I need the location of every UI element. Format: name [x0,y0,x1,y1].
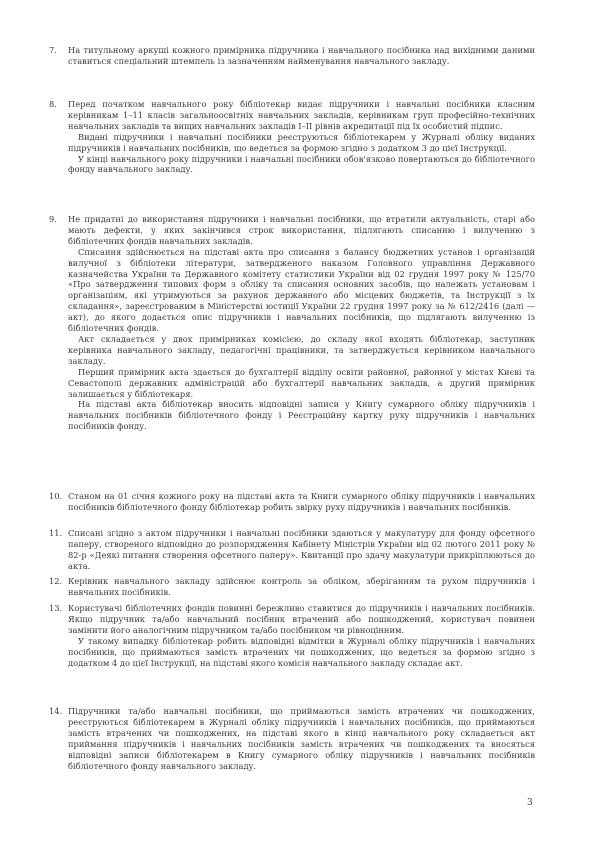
paragraph: Акт складається у двох примірниках комісією, до складу якої входять бібліотекар, заступник керівника навчального закладу, педагогічні працівники, та затверджується керівником навчального закладу. [68,333,535,366]
paragraph: Керівник навчального закладу здійснює контроль за обліком, зберіганням та рухом підручників і навчальних посібників. [68,576,535,597]
item-number: 14. [49,706,63,716]
paragraph: Не придатні до використання підручники і навчальні посібники, що втратили актуальність, старі або мають дефекти, у яких закінчився строк використання, підлягають списанню і вилученню з бібліотечних фондів навчальних закладів. [68,214,535,246]
paragraph: Підручники та/або навчальні посібники, що приймаються замість втрачених чи пошкоджених, реєструються бібліотекарем в Журналі обліку підручників і навчальних посібників, що приймаються замість втрачених чи пошкоджених, на підставі якого в кінці навчального року складається акт приймання підручників і навчальних посібників замість втрачених чи пошкоджених та вносяться відповідні записи бібліотекарем в Книгу сумарного обліку підручників і навчальних посібників бібліотечного фонду навчального закладу. [68,706,535,771]
item-number: 12. [49,576,63,586]
item-number: 8. [49,99,57,109]
paragraph: Списання здійснюється на підставі акта про списання з балансу бюджетних установ і організацій вилучної з бібліотеки літератури, затвердженого наказом Головного управління Державного казначейства України та Державного комітету статистики України від 02 грудня 1997 року № 125/70 «Про затвердження типових форм з обліку та списання основних засобів, що належать установам і організаціям, які утримуються за рахунок державного або місцевих бюджетів, та Інструкції з їх складання», зареєстрованим в Міністерстві юстиції України 22 грудня 1997 року за № 612/2416 (далі — акт), до якого додається опис підручників і навчальних посібників, що підлягають вилученню із бібліотечних фондів. [68,246,535,334]
list-item-13 [49,603,535,668]
paragraph: Перший примірник акта здається до бухгалтерії відділу освіти районної, районної у містах Києві та Севастополі державних адміністрацій або бухгалтерії навчальних закладів, а другий примірник залишається у бібліотекаря. [68,366,535,399]
item-number: 13. [49,603,63,613]
paragraph: На титульному аркуші кожного примірника підручника і навчального посібника над вихідними даними ставиться спеціальний штемпель із зазначенням найменування навчального закладу. [68,45,535,66]
item-number: 9. [49,214,57,224]
paragraph: Користувачі бібліотечних фондів повинні бережливо ставитися до підручників і навчальних посібників. Якщо підручник та/або навчальний посібник втрачений або пошкоджений, користувач повинен замінити його аналогічним підручником та/або посібником чи рівноцінним. [68,603,535,635]
list-item-14 [49,706,535,771]
list-item-10 [49,491,535,513]
paragraph: Станом на 01 січня кожного року на підставі акта та Книги сумарного обліку підручників і навчальних посібників бібліотечного фонду бібліотекар робить звірку руху підручників і навчальних посібників. [68,491,535,512]
list-item-9 [49,214,535,432]
item-number: 10. [49,491,63,501]
list-item-11 [49,528,535,572]
page-number: 3 [527,798,533,808]
list-item-8 [49,99,535,175]
item-number: 11. [49,528,63,538]
paragraph: У кінці навчального року підручники і навчальні посібники обов'язково повертаються до бібліотечного фонду навчального закладу. [68,153,535,175]
paragraph: У такому випадку бібліотекар робить відповідні відмітки в Журналі обліку підручників і навчальних посібників, що приймаються замість втрачених чи пошкоджених, що ведеться за формою згідно з додатком 4 до цієї Інструкції, на підставі якого комісія навчального закладу складає акт. [68,635,535,668]
paragraph: Видані підручники і навчальні посібники реєструються бібліотекарем у Журналі обліку виданих підручників і навчальних посібників, що ведеться за формою згідно з додатком 3 до цієї Інструкції. [68,131,535,153]
paragraph: Списані згідно з актом підручники і навчальні посібники здаються у макулатуру для фонду офсетного паперу, створеного відповідно до розпорядження Кабінету Міністрів України від 02 лютого 2011 року № 82-р «Деякі питання створення офсетного паперу». Квитанції про здачу макулатури прикріплюються до акта. [68,528,535,571]
list-item-7 [49,45,535,67]
paragraph: Перед початком навчального року бібліотекар видає підручники і навчальні посібники класним керівникам 1–11 класів загальноосвітніх навчальних закладів, керівникам груп професійно-технічних навчальних закладів та вищих навчальних закладів I–II рівнів акредитації під їх особистий підпис. [68,99,535,131]
item-number: 7. [49,45,57,55]
paragraph: На підставі акта бібліотекар вносить відповідні записи у Книгу сумарного обліку підручників і навчальних посібників бібліотечного фонду і Реєстраційну картку руху підручників і навчальних посібників фонду. [68,399,535,432]
list-item-12 [49,576,535,598]
